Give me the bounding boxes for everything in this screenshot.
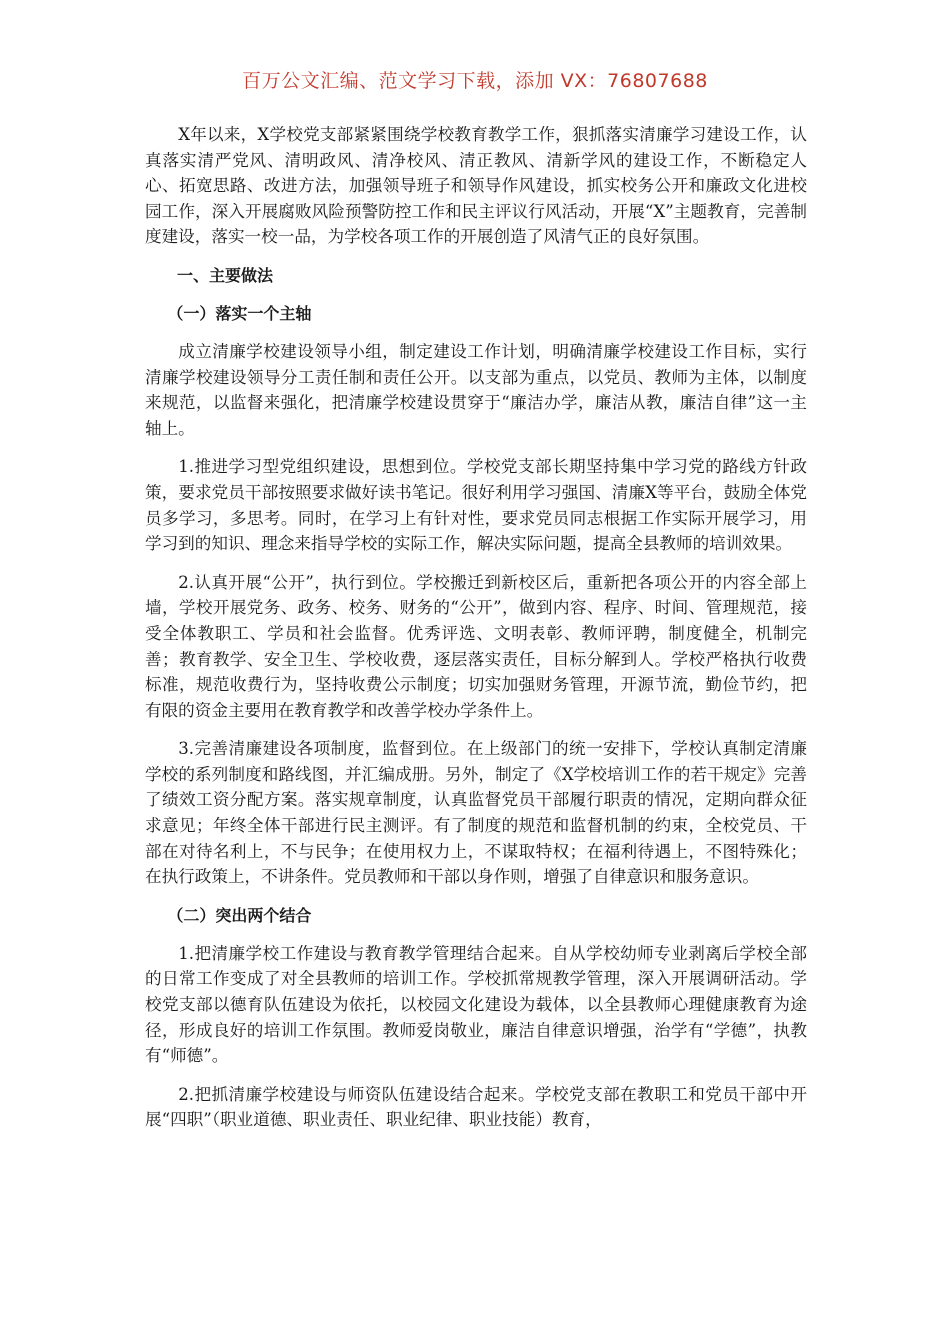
intro-paragraph: X年以来，X学校党支部紧紧围绕学校教育教学工作，狠抓落实清廉学习建设工作，认真落实清严党风、清明政风、清净校风、清正教风、清新学风的建设工作，不断稳定人心、拓宽思路、改进方法，加强领导班子和领导作风建设，抓实校务公开和廉政文化进校园工作，深入开展腐败风险预警防控工作和民主评议行风活动，开展“X”主题教育，完善制度建设，落实一校一品，为学校各项工作的开展创造了风清气正的良好氛围。 (145, 125, 807, 247)
subsection-heading-one-axis: （一）落实一个主轴 (167, 303, 312, 323)
paragraph: 3.完善清廉建设各项制度，监督到位。在上级部门的统一安排下，学校认真制定清廉学校的系列制度和路线图，并汇编成册。另外，制定了《X学校培训工作的若干规定》完善了绩效工资分配方案。落实规章制度，认真监督党员干部履行职责的情况，定期向群众征求意见；年终全体干部进行民主测评。有了制度的规范和监督机制的约束，全校党员、干部在对待名利上，不与民争；在使用权力上，不谋取特权；在福利待遇上，不图特殊化；在执行政策上，不讲条件。党员教师和干部以身作则，增强了自律意识和服务意识。 (145, 739, 807, 887)
paragraph: 2.认真开展“公开”，执行到位。学校搬迁到新校区后，重新把各项公开的内容全部上墙，学校开展党务、政务、校务、财务的“公开”，做到内容、程序、时间、管理规范，接受全体教职工、学员和社会监督。优秀评选、文明表彰、教师评聘，制度健全，机制完善；教育教学、安全卫生、学校收费，逐层落实责任，目标分解到人。学校严格执行收费标准，规范收费行为，坚持收费公示制度；切实加强财务管理，开源节流，勤俭节约，把有限的资金主要用在教育教学和改善学校办学条件上。 (145, 572, 807, 720)
section-heading-main-practices: 一、主要做法 (177, 265, 274, 285)
subsection-heading-two-combinations: （二）突出两个结合 (167, 905, 312, 925)
header-banner: 百万公文汇编、范文学习下载，添加 VX：76807688 (242, 70, 708, 92)
document-body (145, 122, 807, 1146)
paragraph: 1.把清廉学校工作建设与教育教学管理结合起来。自从学校幼师专业剥离后学校全部的日常工作变成了对全县教师的培训工作。学校抓常规教学管理，深入开展调研活动。学校党支部以德育队伍建设为依托，以校园文化建设为载体，以全县教师心理健康教育为途径，形成良好的培训工作氛围。教师爱岗敬业，廉洁自律意识增强，治学有“学德”，执教有“师德”。 (145, 943, 807, 1066)
paragraph: 2.把抓清廉学校建设与师资队伍建设结合起来。学校党支部在教职工和党员干部中开展“四职”（职业道德、职业责任、职业纪律、职业技能）教育， (145, 1084, 807, 1130)
paragraph: 1.推进学习型党组织建设，思想到位。学校党支部长期坚持集中学习党的路线方针政策，要求党员干部按照要求做好读书笔记。很好利用学习强国、清廉X等平台，鼓励全体党员多学习，多思考。同时，在学习上有针对性，要求党员同志根据工作实际开展学习，用学习到的知识、理念来指导学校的实际工作，解决实际问题，提高全县教师的培训效果。 (145, 457, 807, 554)
paragraph: 成立清廉学校建设领导小组，制定建设工作计划，明确清廉学校建设工作目标，实行清廉学校建设领导分工责任制和责任公开。以支部为重点，以党员、教师为主体，以制度来规范，以监督来强化，把清廉学校建设贯穿于“廉洁办学，廉洁从教，廉洁自律”这一主轴上。 (145, 341, 807, 438)
